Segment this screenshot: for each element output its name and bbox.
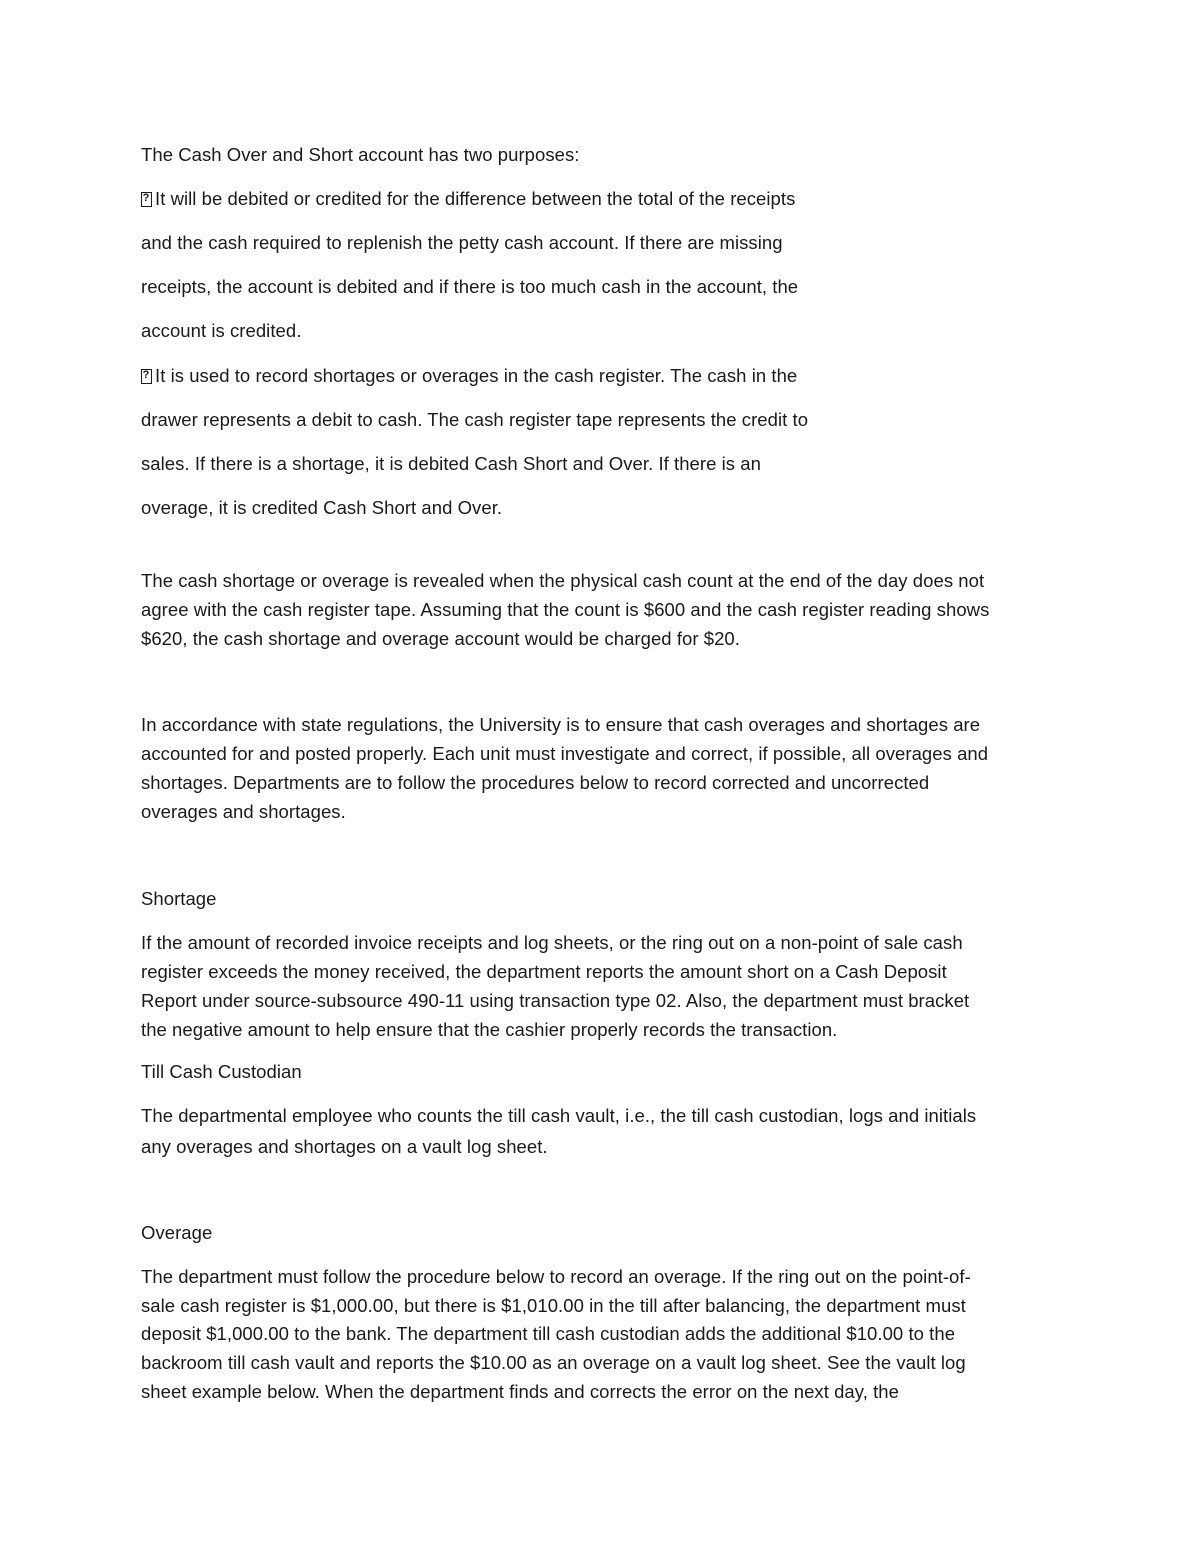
bullet2-line-1 <box>141 364 797 388</box>
shortage-line-1: If the amount of recorded invoice receipts and log sheets, or the ring out on a non-point of sale cash <box>141 932 963 953</box>
regulations-line-3: shortages. Departments are to follow the procedures below to record corrected and uncorrected <box>141 772 930 793</box>
till-line-2: any overages and shortages on a vault log sheet. <box>141 1136 548 1157</box>
reveal-line-2: agree with the cash register tape. Assuming that the count is $600 and the cash register reading shows <box>141 599 990 620</box>
shortage-line-4: the negative amount to help ensure that the cashier properly records the transaction. <box>141 1019 838 1040</box>
bullet2-line-4: overage, it is credited Cash Short and Over. <box>141 497 503 518</box>
missing-glyph-bullet-icon <box>141 192 152 207</box>
regulations-line-1: In accordance with state regulations, the University is to ensure that cash overages and shortages are <box>141 714 981 735</box>
reveal-line-3: $620, the cash shortage and overage account would be charged for $20. <box>141 628 740 649</box>
purposes-heading: The Cash Over and Short account has two purposes: <box>141 144 580 165</box>
overage-heading: Overage <box>141 1222 213 1243</box>
bullet2-line-3: sales. If there is a shortage, it is debited Cash Short and Over. If there is an <box>141 453 761 474</box>
overage-line-4: backroom till cash vault and reports the $10.00 as an overage on a vault log sheet. See the vault log <box>141 1352 966 1373</box>
bullet1-line-4: account is credited. <box>141 320 302 341</box>
bullet1-line-1 <box>141 187 795 211</box>
overage-line-3: deposit $1,000.00 to the bank. The department till cash custodian adds the additional $10.00 to the <box>141 1323 956 1344</box>
bullet2-text-1: It is used to record shortages or overages in the cash register. The cash in the <box>155 365 798 386</box>
shortage-line-3: Report under source-subsource 490-11 using transaction type 02. Also, the department must bracket <box>141 990 970 1011</box>
bullet1-line-2: and the cash required to replenish the petty cash account. If there are missing <box>141 232 783 253</box>
regulations-line-2: accounted for and posted properly. Each unit must investigate and correct, if possible, all overages and <box>141 743 989 764</box>
bullet1-line-3: receipts, the account is debited and if there is too much cash in the account, the <box>141 276 799 297</box>
regulations-line-4: overages and shortages. <box>141 801 346 822</box>
bullet2-line-2: drawer represents a debit to cash. The cash register tape represents the credit to <box>141 409 809 430</box>
shortage-heading: Shortage <box>141 888 217 909</box>
missing-glyph-bullet-icon <box>141 369 152 384</box>
shortage-line-2: register exceeds the money received, the department reports the amount short on a Cash Deposit <box>141 961 947 982</box>
till-line-1: The departmental employee who counts the till cash vault, i.e., the till cash custodian, logs and initials <box>141 1105 977 1126</box>
reveal-line-1: The cash shortage or overage is revealed when the physical cash count at the end of the day does not <box>141 570 985 591</box>
overage-line-5: sheet example below. When the department finds and corrects the error on the next day, the <box>141 1381 899 1402</box>
overage-line-2: sale cash register is $1,000.00, but there is $1,010.00 in the till after balancing, the department must <box>141 1295 966 1316</box>
till-heading: Till Cash Custodian <box>141 1061 302 1082</box>
bullet1-text-1: It will be debited or credited for the difference between the total of the receipts <box>155 188 796 209</box>
overage-line-1: The department must follow the procedure below to record an overage. If the ring out on the point-of- <box>141 1266 971 1287</box>
